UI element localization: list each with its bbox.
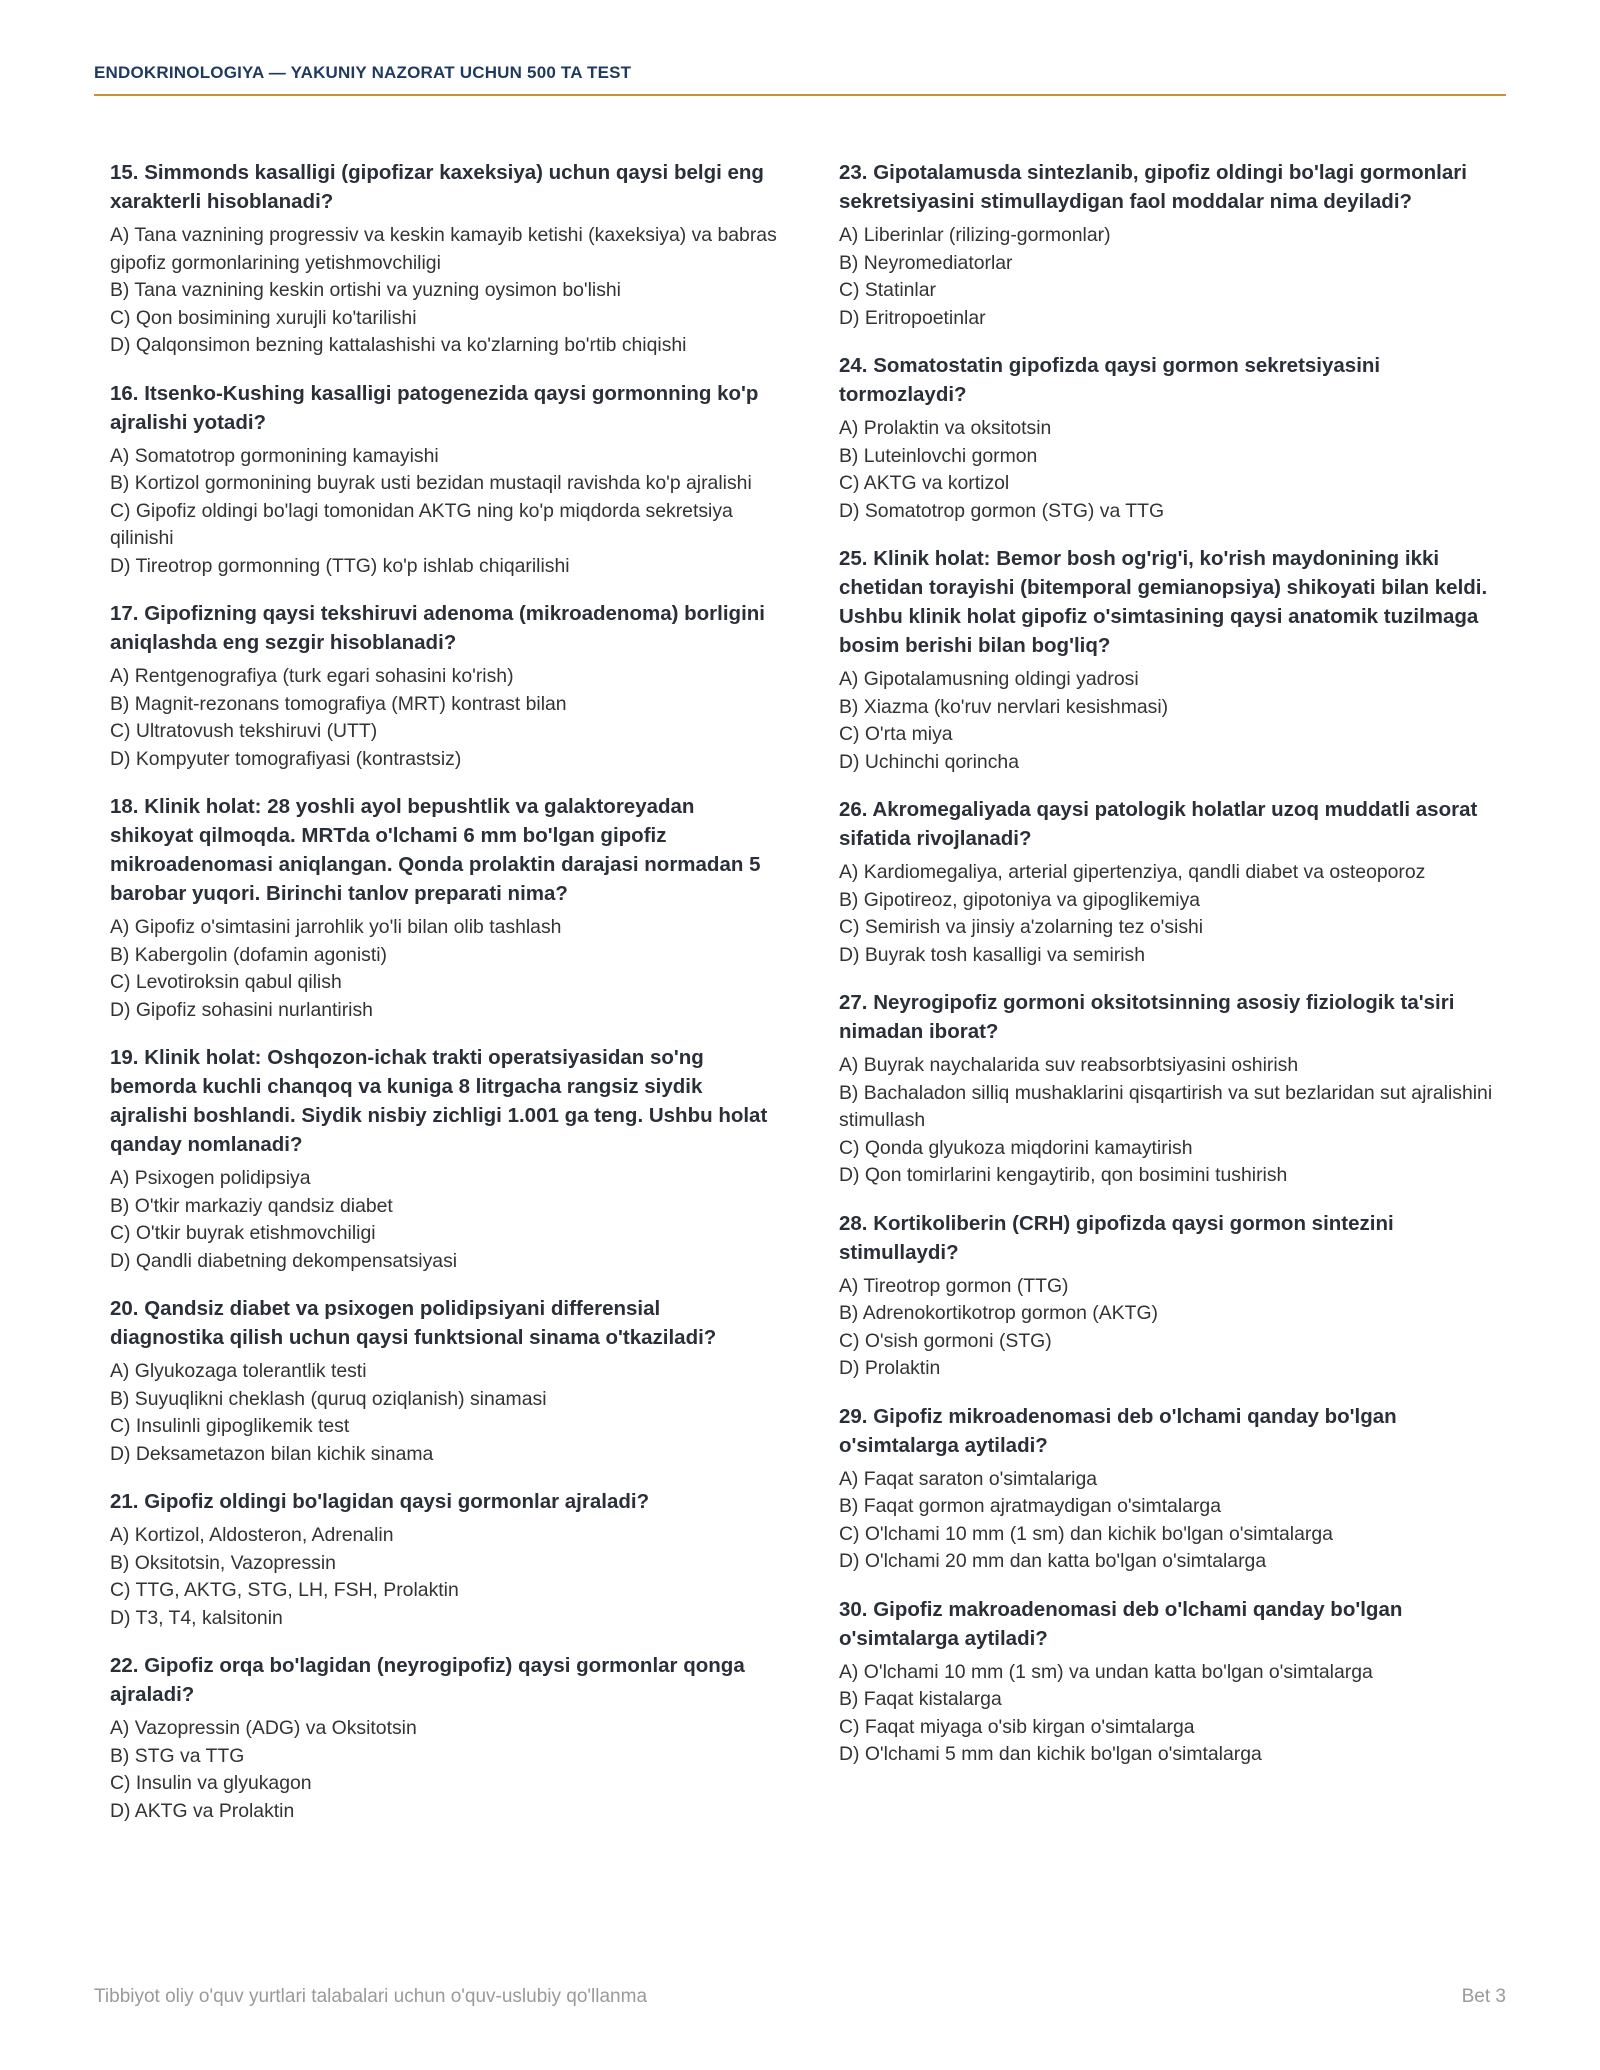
answer-options — [110, 1522, 777, 1632]
answer-options — [839, 1273, 1506, 1383]
question-block — [839, 1209, 1506, 1383]
answer-option: D) Somatotrop gormon (STG) va TTG — [839, 499, 1165, 522]
question-block — [110, 1294, 777, 1468]
answer-option: A) Psixogen polidipsiya — [110, 1167, 311, 1189]
question-text: 29. Gipofiz mikroadenomasi deb o'lchami qanday bo'lgan o'simtalarga aytiladi? — [839, 1404, 1397, 1457]
answer-options — [839, 859, 1506, 969]
answer-option: D) Qandli diabetning dekompensatsiyasi — [110, 1249, 458, 1272]
question-block — [110, 599, 777, 773]
answer-option: C) Qon bosimining xurujli ko'tarilishi — [110, 306, 417, 329]
question-text: 23. Gipotalamusda sintezlanib, gipofiz oldingi bo'lagi gormonlari sekretsiyasini stimullaydigan faol moddalar nima deyiladi? — [839, 161, 1467, 213]
answer-option: D) T3, T4, kalsitonin — [110, 1606, 283, 1629]
question-block — [839, 544, 1506, 776]
answer-option: D) Eritropoetinlar — [839, 306, 986, 329]
answer-option: A) Prolaktin va oksitotsin — [839, 417, 1052, 439]
question-text: 25. Klinik holat: Bemor bosh og'rig'i, ko'rish maydonining ikki chetidan torayishi (bitemporal gemianopsiya) shikoyati bilan keldi. Ushbu klinik holat gipofiz o'simtasining qaysi anatomik tuzilmaga bosim berishi bilan bog'liq? — [839, 547, 1488, 657]
answer-options — [110, 222, 777, 360]
footer-caption: Tibbiyot oliy o'quv yurtlari talabalari uchun o'quv-uslubiy qo'llanma — [94, 1986, 648, 2007]
answer-option: A) Vazopressin (ADG) va Oksitotsin — [110, 1717, 417, 1739]
answer-option: D) Deksametazon bilan kichik sinama — [110, 1442, 434, 1465]
question-block — [839, 795, 1506, 969]
answer-option: D) AKTG va Prolaktin — [110, 1799, 295, 1822]
answer-option: B) Xiazma (ko'ruv nervlari kesishmasi) — [839, 695, 1169, 718]
answer-option: A) Rentgenografiya (turk egari sohasini ko'rish) — [110, 665, 514, 687]
answer-option: A) Kortizol, Aldosteron, Adrenalin — [110, 1524, 394, 1546]
answer-option: B) Kortizol gormonining buyrak usti bezidan mustaqil ravishda ko'p ajralishi — [110, 472, 752, 494]
question-block — [110, 158, 777, 360]
answer-option: A) Somatotrop gormonining kamayishi — [110, 444, 439, 467]
answer-option: A) Kardiomegaliya, arterial gipertenziya, qandli diabet va osteoporoz — [839, 861, 1426, 883]
answer-option: D) O'lchami 20 mm dan katta bo'lgan o'simtalarga — [839, 1550, 1267, 1572]
page-number: Bet 3 — [1461, 1986, 1506, 2007]
answer-option: C) Insulin va glyukagon — [110, 1772, 312, 1794]
question-block — [839, 158, 1506, 332]
answer-option: A) Gipofiz o'simtasini jarrohlik yo'li bilan olib tashlash — [110, 916, 562, 938]
answer-option: A) Tana vaznining progressiv va keskin kamayib ketishi (kaxeksiya) va babras gipofiz gormonlarining yetishmovchiligi — [110, 224, 777, 274]
page-footer — [94, 1986, 1506, 2008]
answer-options — [110, 443, 777, 581]
answer-option: C) Semirish va jinsiy a'zolarning tez o'sishi — [839, 916, 1204, 938]
question-text: 24. Somatostatin gipofizda qaysi gormon sekretsiyasini tormozlaydi? — [839, 354, 1381, 406]
document-title: ENDOKRINOLOGIYA — YAKUNIY NAZORAT UCHUN 500 TA TEST — [94, 63, 632, 82]
answer-option: D) O'lchami 5 mm dan kichik bo'lgan o'simtalarga — [839, 1743, 1262, 1765]
answer-option: A) Tireotrop gormon (TTG) — [839, 1274, 1069, 1297]
question-text: 21. Gipofiz oldingi bo'lagidan qaysi gormonlar ajraladi? — [110, 1490, 650, 1513]
question-text: 27. Neyrogipofiz gormoni oksitotsinning asosiy fiziologik ta'siri nimadan iborat? — [839, 991, 1455, 1043]
answer-options — [839, 222, 1506, 332]
answer-option: D) Tireotrop gormonning (TTG) ko'p ishlab chiqarilishi — [110, 554, 570, 577]
answer-option: A) Buyrak naychalarida suv reabsorbtsiyasini oshirish — [839, 1054, 1299, 1076]
answer-options — [839, 1052, 1506, 1190]
question-text: 22. Gipofiz orqa bo'lagidan (neyrogipofiz) qaysi gormonlar qonga ajraladi? — [110, 1654, 745, 1706]
answer-option: C) Gipofiz oldingi bo'lagi tomonidan AKTG ning ko'p miqdorda sekretsiya qilinishi — [110, 499, 733, 549]
answer-option: B) Bachaladon silliq mushaklarini qisqartirish va sut bezlaridan sut ajralishini stimullash — [839, 1081, 1493, 1131]
question-block — [839, 351, 1506, 525]
answer-option: A) Faqat saraton o'simtalariga — [839, 1467, 1098, 1490]
answer-option: D) Prolaktin — [839, 1357, 941, 1379]
answer-option: C) O'rta miya — [839, 723, 953, 745]
answer-option: D) Qalqonsimon bezning kattalashishi va ko'zlarning bo'rtib chiqishi — [110, 334, 687, 356]
answer-option: D) Buyrak tosh kasalligi va semirish — [839, 943, 1146, 966]
answer-option: B) STG va TTG — [110, 1744, 245, 1767]
question-text: 19. Klinik holat: Oshqozon-ichak trakti operatsiyasidan so'ng bemorda kuchli chanqoq va kuniga 8 litrgacha rangsiz siydik ajralishi boshlandi. Siydik nisbiy zichligi 1.001 ga teng. Ushbu holat qanday nomlanadi? — [110, 1046, 768, 1156]
question-block — [839, 988, 1506, 1190]
answer-option: C) AKTG va kortizol — [839, 472, 1010, 494]
right-column — [839, 158, 1506, 1844]
answer-option: C) Faqat miyaga o'sib kirgan o'simtalarga — [839, 1715, 1195, 1738]
answer-option: C) Qonda glyukoza miqdorini kamaytirish — [839, 1136, 1193, 1159]
answer-option: A) Liberinlar (rilizing-gormonlar) — [839, 224, 1111, 246]
answer-option: A) O'lchami 10 mm (1 sm) va undan katta bo'lgan o'simtalarga — [839, 1660, 1373, 1683]
answer-option: D) Qon tomirlarini kengaytirib, qon bosimini tushirish — [839, 1164, 1288, 1186]
question-block — [110, 1651, 777, 1825]
answer-option: C) Insulinli gipoglikemik test — [110, 1415, 350, 1437]
answer-option: C) Ultratovush tekshiruvi (UTT) — [110, 720, 378, 742]
question-block — [839, 1402, 1506, 1576]
question-text: 17. Gipofizning qaysi tekshiruvi adenoma (mikroadenoma) borligini aniqlashda eng sezgir hisoblanadi? — [110, 602, 765, 654]
page-header — [94, 62, 1506, 96]
left-column — [110, 158, 777, 1844]
answer-options — [839, 415, 1506, 525]
question-block — [110, 1043, 777, 1275]
question-text: 18. Klinik holat: 28 yoshli ayol bepushtlik va galaktoreyadan shikoyat qilmoqda. MRTda o'lchami 6 mm bo'lgan gipofiz mikroadenomasi aniqlangan. Qonda prolaktin darajasi normadan 5 barobar yuqori. Birinchi tanlov preparati nima? — [110, 795, 761, 905]
question-columns — [110, 158, 1506, 1844]
question-block — [110, 1487, 777, 1632]
answer-options — [110, 1165, 777, 1275]
answer-options — [839, 1659, 1506, 1769]
answer-options — [110, 914, 777, 1024]
answer-option: B) Luteinlovchi gormon — [839, 444, 1038, 467]
answer-option: B) Suyuqlikni cheklash (quruq oziqlanish) sinamasi — [110, 1387, 547, 1410]
question-block — [110, 792, 777, 1024]
answer-option: B) Magnit-rezonans tomografiya (MRT) kontrast bilan — [110, 692, 567, 715]
answer-options — [839, 666, 1506, 776]
answer-option: B) Adrenokortikotrop gormon (AKTG) — [839, 1302, 1158, 1324]
question-block — [110, 379, 777, 581]
answer-option: C) O'lchami 10 mm (1 sm) dan kichik bo'lgan o'simtalarga — [839, 1522, 1333, 1545]
question-text: 15. Simmonds kasalligi (gipofizar kaxeksiya) uchun qaysi belgi eng xarakterli hisoblanadi? — [110, 161, 764, 213]
answer-option: C) Statinlar — [839, 279, 936, 301]
question-text: 28. Kortikoliberin (CRH) gipofizda qaysi gormon sintezini stimullaydi? — [839, 1211, 1394, 1264]
question-text: 16. Itsenko-Kushing kasalligi patogenezida qaysi gormonning ko'p ajralishi yotadi? — [110, 381, 759, 434]
answer-option: B) Tana vaznining keskin ortishi va yuzning oysimon bo'lishi — [110, 279, 621, 301]
answer-option: D) Kompyuter tomografiyasi (kontrastsiz) — [110, 747, 462, 770]
answer-option: B) Neyromediatorlar — [839, 251, 1013, 274]
answer-option: C) TTG, AKTG, STG, LH, FSH, Prolaktin — [110, 1579, 459, 1601]
question-block — [839, 1595, 1506, 1769]
answer-option: B) O'tkir markaziy qandsiz diabet — [110, 1194, 393, 1217]
question-text: 26. Akromegaliyada qaysi patologik holatlar uzoq muddatli asorat sifatida rivojlanadi? — [839, 798, 1478, 850]
answer-options — [110, 1715, 777, 1825]
answer-option: B) Gipotireoz, gipotoniya va gipoglikemiya — [839, 888, 1201, 911]
answer-option: D) Gipofiz sohasini nurlantirish — [110, 998, 373, 1021]
answer-option: C) O'tkir buyrak etishmovchiligi — [110, 1222, 376, 1244]
answer-option: C) O'sish gormoni (STG) — [839, 1329, 1052, 1352]
answer-option: B) Oksitotsin, Vazopressin — [110, 1551, 336, 1574]
answer-option: A) Gipotalamusning oldingi yadrosi — [839, 668, 1139, 690]
answer-option: C) Levotiroksin qabul qilish — [110, 971, 342, 993]
answer-options — [110, 663, 777, 773]
answer-option: B) Faqat gormon ajratmaydigan o'simtalarga — [839, 1495, 1221, 1517]
answer-option: B) Kabergolin (dofamin agonisti) — [110, 943, 387, 966]
question-text: 30. Gipofiz makroadenomasi deb o'lchami qanday bo'lgan o'simtalarga aytiladi? — [839, 1597, 1403, 1650]
answer-option: A) Glyukozaga tolerantlik testi — [110, 1360, 367, 1382]
header-divider — [94, 94, 1506, 96]
answer-option: B) Faqat kistalarga — [839, 1688, 1002, 1710]
answer-option: D) Uchinchi qorincha — [839, 750, 1019, 773]
answer-options — [110, 1358, 777, 1468]
question-text: 20. Qandsiz diabet va psixogen polidipsiyani differensial diagnostika qilish uchun qaysi funktsional sinama o'tkaziladi? — [110, 1297, 717, 1349]
answer-options — [839, 1466, 1506, 1576]
